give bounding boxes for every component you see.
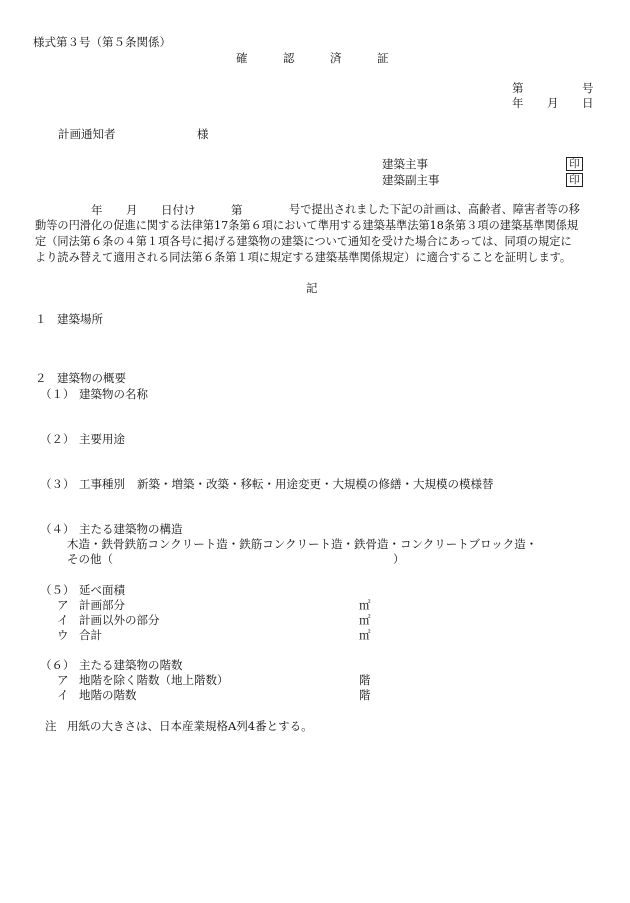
row-label: 地階を除く階数（地上階数） xyxy=(79,673,229,687)
seal-mark-label: 印 xyxy=(566,173,583,187)
ki-heading: 記 xyxy=(306,281,318,295)
date-day: 日 xyxy=(582,96,594,110)
seal-mark xyxy=(566,156,583,171)
row-unit: ㎡ xyxy=(359,598,371,612)
body-number-prefix: 第 xyxy=(231,203,243,217)
official-title: 建築主事 xyxy=(382,157,428,171)
form-number: 様式第３号（第５条関係） xyxy=(33,35,171,49)
row-label: 地階の階数 xyxy=(79,688,137,702)
title-char: 認 xyxy=(283,51,295,65)
construction-type-options: 新築・増築・改築・移転・用途変更・大規模の修繕・大規模の模様替 xyxy=(137,477,494,491)
body-year: 年 xyxy=(91,203,103,217)
item-number: （５） xyxy=(40,583,75,597)
structure-other-open: その他（ xyxy=(67,552,113,566)
structure-options: 木造・鉄骨鉄筋コンクリート造・鉄筋コンクリート造・鉄骨造・コンクリートブロック造・ xyxy=(67,537,538,551)
row-mark: ア xyxy=(57,598,69,612)
item-number: （１） xyxy=(40,387,75,401)
item-number: （２） xyxy=(40,432,75,446)
item-label: 主たる建築物の構造 xyxy=(79,522,183,536)
title-char: 済 xyxy=(330,51,342,65)
date-year: 年 xyxy=(512,96,524,110)
section-number: ２ xyxy=(35,371,47,385)
footnote-text: 用紙の大きさは、日本産業規格A列4番とする。 xyxy=(67,719,313,733)
row-label: 合計 xyxy=(79,628,102,642)
row-label: 計画以外の部分 xyxy=(79,613,160,627)
footnote-mark: 注 xyxy=(45,719,57,733)
title-char: 確 xyxy=(236,51,248,65)
section-label: 建築場所 xyxy=(57,312,103,326)
section-label: 建築物の概要 xyxy=(57,371,126,385)
item-number: （６） xyxy=(40,658,75,672)
row-mark: ア xyxy=(57,673,69,687)
row-mark: イ xyxy=(57,613,69,627)
row-unit: ㎡ xyxy=(359,628,371,642)
row-unit: 階 xyxy=(359,688,371,702)
row-unit: ㎡ xyxy=(359,613,371,627)
item-label: 建築物の名称 xyxy=(79,387,148,401)
structure-other-close: ） xyxy=(393,552,405,566)
body-month: 月 xyxy=(126,203,138,217)
row-mark: ウ xyxy=(57,628,69,642)
row-label: 計画部分 xyxy=(79,598,125,612)
item-label: 主要用途 xyxy=(79,432,125,446)
body-line: より読み替えて適用される同法第６条第１項に規定する建築基準関係規定）に適合することを証明します。 xyxy=(35,251,572,264)
item-number: （４） xyxy=(40,522,75,536)
number-suffix: 号 xyxy=(582,81,594,95)
body-line: 動等の円滑化の促進に関する法律第17条第６項において準用する建築基準法第18条第３項の建築基準関係規 xyxy=(35,219,579,232)
addressee-honorific: 様 xyxy=(197,127,209,141)
item-label: 主たる建築物の階数 xyxy=(79,658,183,672)
section-number: １ xyxy=(35,312,47,326)
body-line1-rest: 号で提出されました下記の計画は、高齢者、障害者等の移 xyxy=(289,203,580,216)
official-title: 建築副主事 xyxy=(382,173,440,187)
addressee-label: 計画通知者 xyxy=(58,127,116,141)
item-label: 工事種別 xyxy=(79,477,125,491)
title-char: 証 xyxy=(377,51,389,65)
date-month: 月 xyxy=(547,96,559,110)
number-prefix: 第 xyxy=(512,81,524,95)
seal-mark xyxy=(566,172,583,187)
item-label: 延べ面積 xyxy=(79,583,125,597)
row-mark: イ xyxy=(57,688,69,702)
body-line: 定（同法第６条の４第１項各号に掲げる建築物の建築について通知を受けた場合にあっては、同項の規定に xyxy=(35,235,572,248)
seal-mark-label: 印 xyxy=(566,157,583,171)
item-number: （３） xyxy=(40,477,75,491)
body-day: 日付け xyxy=(161,203,196,217)
row-unit: 階 xyxy=(359,673,371,687)
